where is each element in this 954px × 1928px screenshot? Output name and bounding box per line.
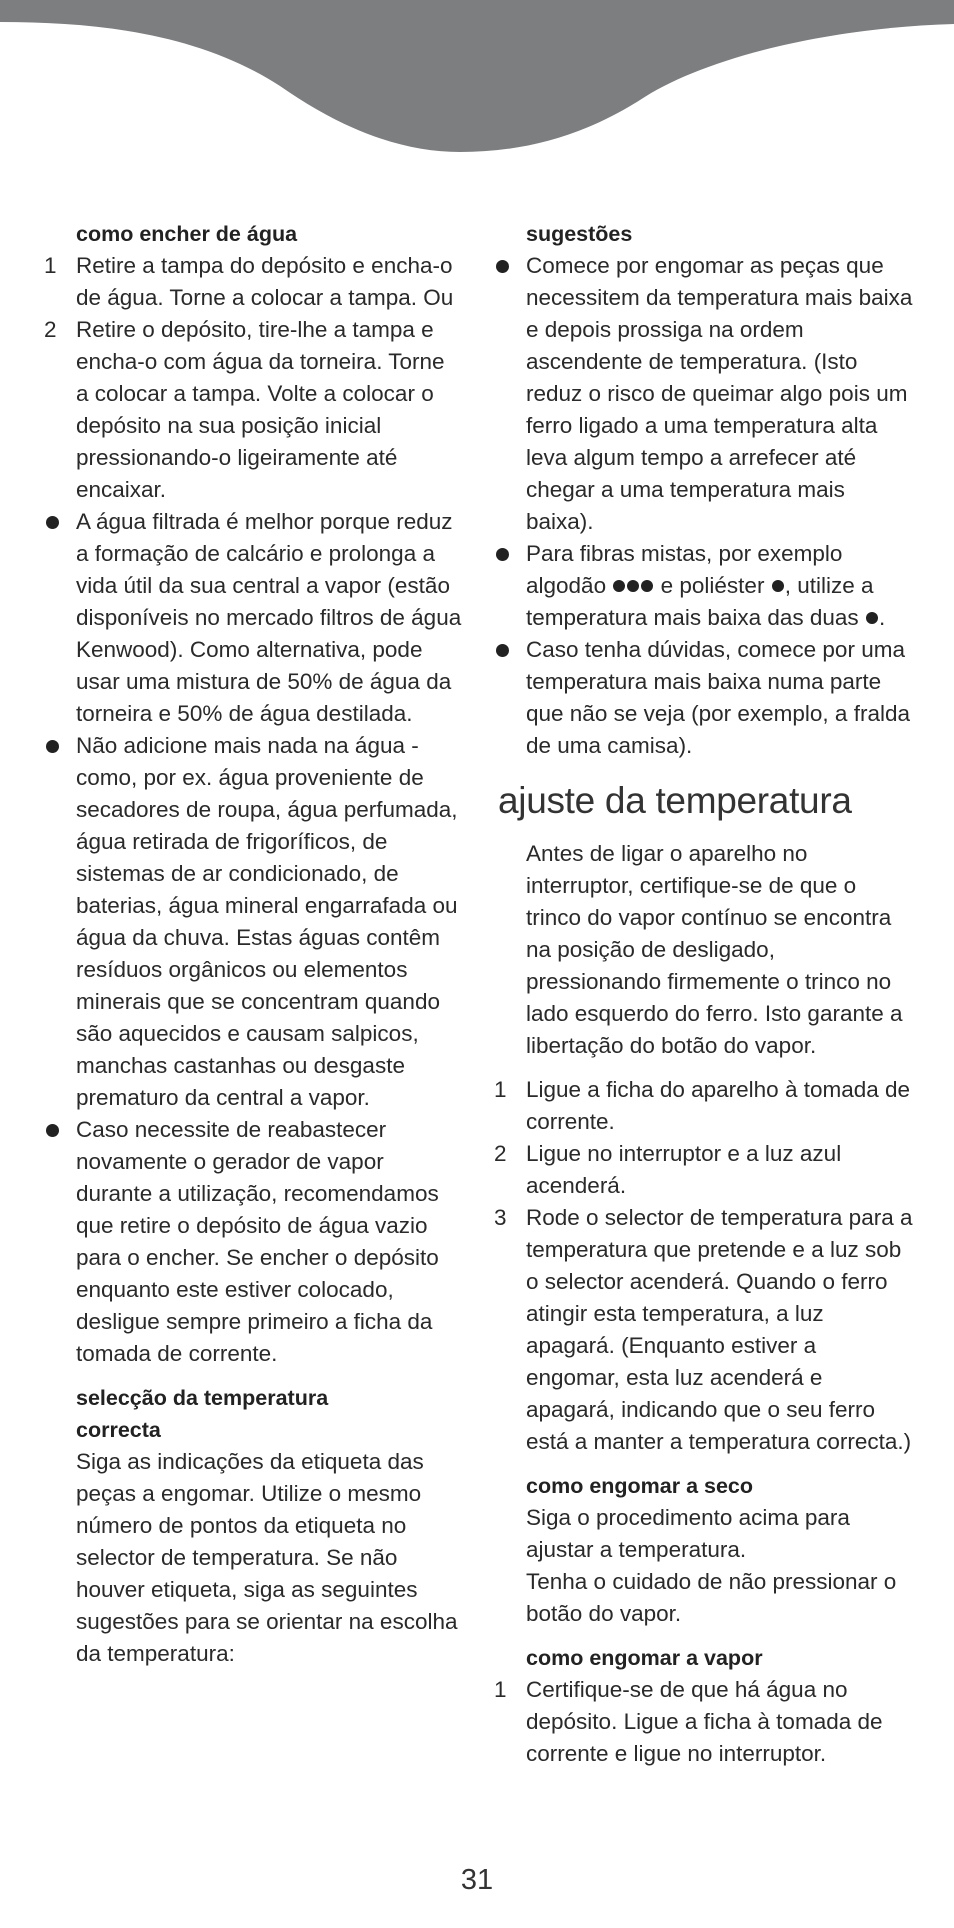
heading-line-1: selecção da temperatura xyxy=(76,1386,329,1410)
tip-text-c: , utilize a temperatura mais baixa das duas xyxy=(526,573,874,630)
page-number: 31 xyxy=(460,1864,494,1896)
bullet-icon xyxy=(46,516,59,529)
tip-bullet-2 xyxy=(494,538,914,634)
one-dot-icon xyxy=(772,580,784,592)
tips-heading: sugestões xyxy=(526,222,633,246)
temperature-selection-text: Siga as indicações da etiqueta das peças a engomar. Utilize o mesmo número de pontos da etiqueta no selector de temperatura. Se não houver etiqueta, siga as seguintes sugestões para se orientar na escolha da temperatura: xyxy=(76,1449,458,1666)
heading-line-2: correcta xyxy=(76,1418,161,1442)
step-text: Retire o depósito, tire-lhe a tampa e encha-o com água da torneira. Torne a colocar a tampa. Volte a colocar o depósito na sua posição inicial pressionando-o ligeiramente até encaixar. xyxy=(76,317,445,502)
bullet-text: Comece por engomar as peças que necessitem da temperatura mais baixa e depois prossiga na ordem ascendente de temperatura. (Isto reduz o risco de queimar algo pois um ferro ligado a uma temperatura alta leva algum tempo a arrefecer até chegar a uma temperatura mais baixa). xyxy=(526,253,913,534)
step-text: Certifique-se de que há água no depósito. Ligue a ficha à tomada de corrente e ligue no interruptor. xyxy=(526,1677,883,1766)
header-wave-banner xyxy=(0,0,954,160)
step-number: 1 xyxy=(494,1077,507,1102)
fill-step-2 xyxy=(44,314,462,506)
dry-ironing-text-2: Tenha o cuidado de não pressionar o botão do vapor. xyxy=(526,1569,897,1626)
bullet-text: Não adicione mais nada na água - como, por ex. água proveniente de secadores de roupa, água perfumada, água retirada de frigoríficos, de sistemas de ar condicionado, de baterias, água mineral engarrafada ou água da chuva. Estas águas contêm resíduos orgânicos ou elementos minerais que se concentram quando são aquecidos e causam salpicos, manchas castanhas ou desgaste prematuro da central a vapor. xyxy=(76,733,458,1110)
fill-bullet-2 xyxy=(44,730,462,1114)
bullet-icon xyxy=(46,740,59,753)
temperature-step-2 xyxy=(494,1138,914,1202)
tip-bullet-3 xyxy=(494,634,914,762)
step-text: Retire a tampa do depósito e encha-o de água. Torne a colocar a tampa. Ou xyxy=(76,253,454,310)
fill-bullet-1 xyxy=(44,506,462,730)
bullet-text: Caso tenha dúvidas, comece por uma temperatura mais baixa numa parte que não se veja (por exemplo, a fralda de uma camisa). xyxy=(526,637,910,758)
step-number: 3 xyxy=(494,1205,507,1230)
step-number: 1 xyxy=(44,253,57,278)
dry-ironing-text-1: Siga o procedimento acima para ajustar a temperatura. xyxy=(526,1505,850,1562)
step-text: Ligue no interruptor e a luz azul acenderá. xyxy=(526,1141,842,1198)
right-column xyxy=(494,218,914,1770)
three-dots-icon xyxy=(612,573,654,598)
tip-text-d: . xyxy=(878,605,886,630)
temperature-step-1 xyxy=(494,1074,914,1138)
temperature-selection-heading xyxy=(44,1382,462,1446)
fill-bullet-3 xyxy=(44,1114,462,1370)
tip-bullet-1 xyxy=(494,250,914,538)
bullet-text: Caso necessite de reabastecer novamente o gerador de vapor durante a utilização, recomendamos que retire o depósito de água vazio para o encher. Se encher o depósito enquanto este estiver colocado, desligue sempre primeiro a ficha da tomada de corrente. xyxy=(76,1117,439,1366)
step-number: 1 xyxy=(494,1677,507,1702)
intro-text: Antes de ligar o aparelho no interruptor, certifique-se de que o trinco do vapor contínuo se encontra na posição de desligado, pressionando firmemente o trinco no lado esquerdo do ferro. Isto garante a libertação do botão do vapor. xyxy=(526,841,903,1058)
bullet-icon xyxy=(496,548,509,561)
step-text: Rode o selector de temperatura para a temperatura que pretende e a luz sob o selector acenderá. Quando o ferro atingir esta temperatura, a luz apagará. (Enquanto estiver a engomar, esta luz acenderá e apagará, indicando que o seu ferro está a manter a temperatura correcta.) xyxy=(526,1205,913,1454)
step-number: 2 xyxy=(44,317,57,342)
fill-water-heading: como encher de água xyxy=(76,222,298,246)
temperature-step-3 xyxy=(494,1202,914,1458)
steam-step-1 xyxy=(494,1674,914,1770)
bullet-icon xyxy=(46,1124,59,1137)
steam-ironing-heading: como engomar a vapor xyxy=(526,1646,763,1670)
bullet-text: A água filtrada é melhor porque reduz a formação de calcário e prolonga a vida útil da sua central a vapor (estão disponíveis no mercado filtros de água Kenwood). Como alternativa, pode usar uma mistura de 50% de água da torneira e 50% de água destilada. xyxy=(76,509,462,726)
left-column xyxy=(44,218,462,1670)
dry-ironing-heading: como engomar a seco xyxy=(526,1474,754,1498)
tip-text-b: e poliéster xyxy=(660,573,765,598)
step-number: 2 xyxy=(494,1141,507,1166)
bullet-icon xyxy=(496,644,509,657)
fill-step-1 xyxy=(44,250,462,314)
section-title: ajuste da temperatura xyxy=(498,780,852,821)
tip-text-a: Para fibras mistas, por exemplo algodão xyxy=(526,541,843,598)
step-text: Ligue a ficha do aparelho à tomada de corrente. xyxy=(526,1077,911,1134)
one-dot-icon xyxy=(866,612,878,624)
bullet-icon xyxy=(496,260,509,273)
